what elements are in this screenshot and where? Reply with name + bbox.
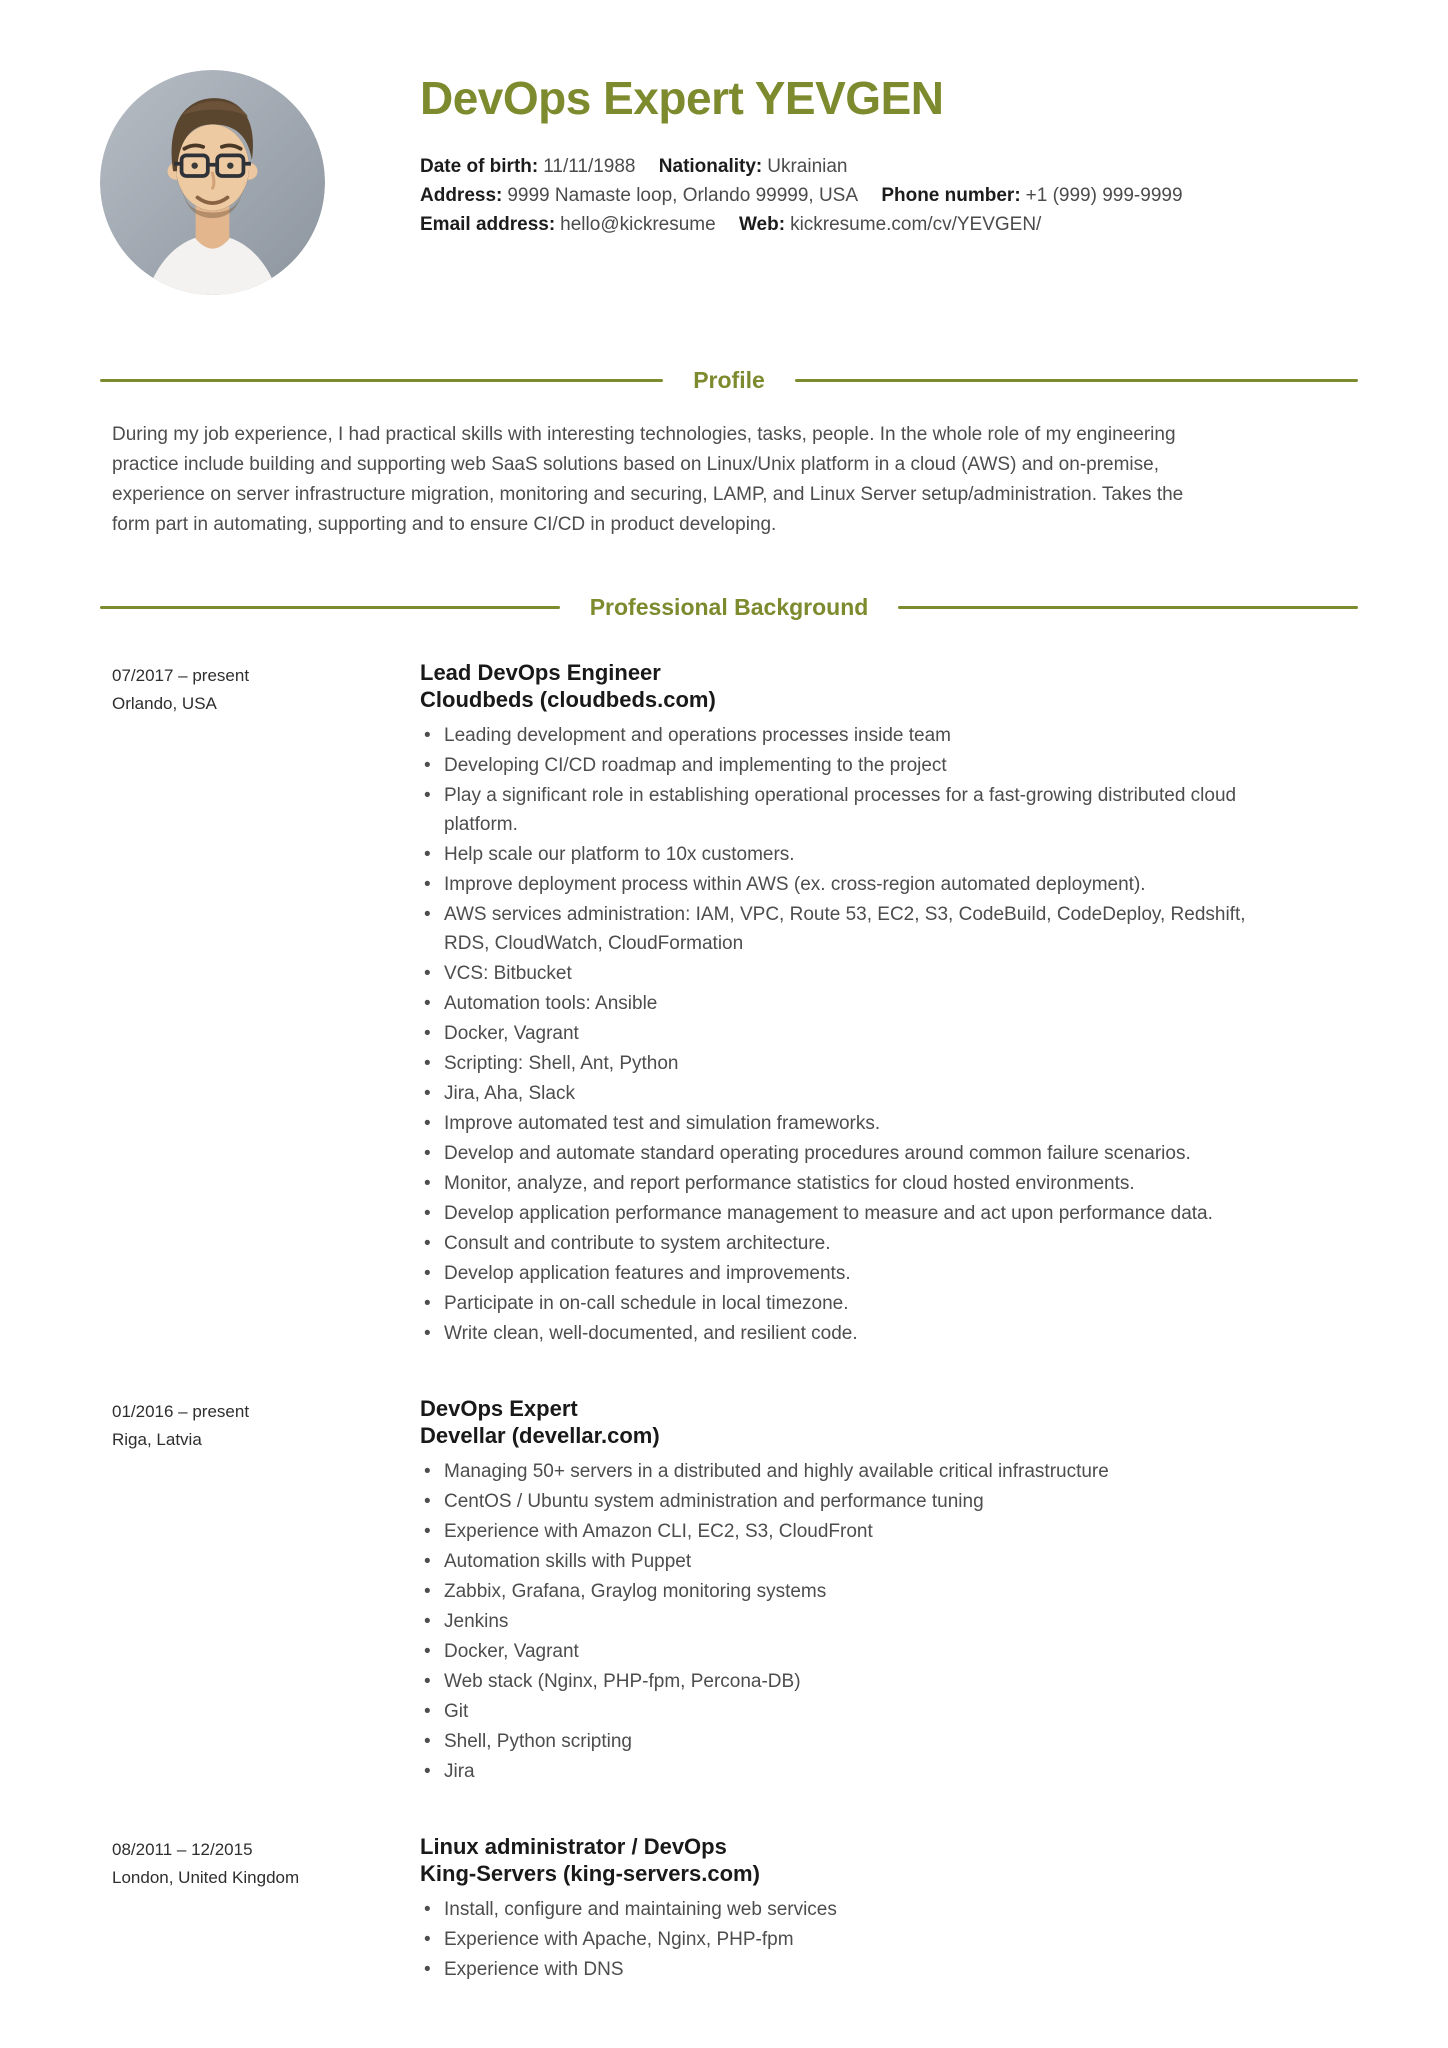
- job-entry-devellar: [112, 1395, 1358, 1787]
- profile-photo: [100, 70, 325, 295]
- profile-section-header: [100, 369, 1358, 392]
- section-rule-right: [898, 606, 1358, 609]
- section-rule-right: [795, 379, 1358, 382]
- email-value: hello@kickresume: [560, 214, 716, 236]
- job-bullet: • Experience with Amazon CLI, EC2, S3, CloudFront: [420, 1517, 1260, 1546]
- dob-value: 11/11/1988: [543, 156, 636, 178]
- job-bullet: • Git: [420, 1697, 1260, 1726]
- experience-section-title: Professional Background: [589, 594, 869, 620]
- job-bullet: • Jira: [420, 1757, 1260, 1786]
- section-rule-left: [100, 379, 663, 382]
- email-label: Email address:: [420, 214, 556, 236]
- phone-label: Phone number:: [881, 185, 1021, 207]
- job-bullet: • Develop and automate standard operating procedures around common failure scenarios.: [420, 1139, 1260, 1168]
- personal-details: [420, 152, 1201, 239]
- candidate-name: DevOps Expert YEVGEN: [420, 72, 944, 124]
- job-location: Orlando, USA: [112, 694, 217, 713]
- profile-photo-icon: [100, 70, 325, 295]
- job-bullet: • Automation skills with Puppet: [420, 1547, 1260, 1576]
- job-body: [420, 659, 1260, 1349]
- job-company: King-Servers (king-servers.com): [420, 1861, 760, 1886]
- job-bullet: • Experience with Apache, Nginx, PHP-fpm: [420, 1925, 1260, 1954]
- job-bullet: • Leading development and operations processes inside team: [420, 721, 1260, 750]
- job-body: [420, 1833, 1260, 1985]
- job-bullet: • CentOS / Ubuntu system administration and performance tuning: [420, 1487, 1260, 1516]
- job-meta: [112, 1395, 420, 1453]
- job-bullet: • Write clean, well-documented, and resilient code.: [420, 1319, 1260, 1348]
- job-bullet-list: [420, 721, 1260, 1348]
- job-bullet: • Jira, Aha, Slack: [420, 1079, 1260, 1108]
- job-bullet: • Help scale our platform to 10x customers.: [420, 840, 1260, 869]
- job-bullet: • Monitor, analyze, and report performance statistics for cloud hosted environments.: [420, 1169, 1260, 1198]
- job-bullet: • Web stack (Nginx, PHP-fpm, Percona-DB): [420, 1667, 1260, 1696]
- job-bullet: • Developing CI/CD roadmap and implementing to the project: [420, 751, 1260, 780]
- detail-line-birth-nationality: [420, 152, 1201, 181]
- job-title: DevOps Expert: [420, 1396, 578, 1421]
- detail-line-email-web: [420, 210, 1201, 239]
- job-bullet: • AWS services administration: IAM, VPC, Route 53, EC2, S3, CodeBuild, CodeDeploy, Redshift, RDS, CloudWatch, CloudFormation: [420, 900, 1260, 958]
- job-bullet: • Install, configure and maintaining web services: [420, 1895, 1260, 1924]
- job-meta: [112, 659, 420, 717]
- job-bullet: • Consult and contribute to system architecture.: [420, 1229, 1260, 1258]
- job-bullet: • Develop application features and improvements.: [420, 1259, 1260, 1288]
- job-list: [112, 659, 1358, 1985]
- job-location: London, United Kingdom: [112, 1868, 300, 1887]
- job-bullet: • Automation tools: Ansible: [420, 989, 1260, 1018]
- job-bullet: • Docker, Vagrant: [420, 1637, 1260, 1666]
- job-body: [420, 1395, 1260, 1787]
- experience-section-header: [100, 596, 1358, 619]
- web-value: kickresume.com/cv/YEVGEN/: [790, 214, 1042, 236]
- job-entry-king-servers: [112, 1833, 1358, 1985]
- job-bullet: • Jenkins: [420, 1607, 1260, 1636]
- job-entry-cloudbeds: [112, 659, 1358, 1349]
- detail-line-address-phone: [420, 181, 1201, 210]
- nationality-label: Nationality:: [658, 156, 763, 178]
- job-bullet: • Develop application performance management to measure and act upon performance data.: [420, 1199, 1260, 1228]
- job-bullet: • Experience with DNS: [420, 1955, 1260, 1984]
- job-bullet-list: [420, 1895, 1260, 1984]
- address-label: Address:: [420, 185, 503, 207]
- job-bullet: • Docker, Vagrant: [420, 1019, 1260, 1048]
- dob-label: Date of birth:: [420, 156, 539, 178]
- job-dates: 08/2011 – 12/2015: [112, 1840, 253, 1859]
- phone-value: +1 (999) 999-9999: [1025, 185, 1183, 207]
- job-company: Cloudbeds (cloudbeds.com): [420, 687, 716, 712]
- section-rule-left: [100, 606, 560, 609]
- header: [0, 0, 1448, 295]
- header-text: [420, 70, 1201, 295]
- job-title: Linux administrator / DevOps: [420, 1834, 727, 1859]
- profile-text: During my job experience, I had practical skills with interesting technologies, tasks, people. In the whole role of my engineering practice include building and supporting web SaaS solutions based on Linux/Unix platform in a cloud (AWS) and on-premise, experience on server infrastructure migration, monitoring and securing, LAMP, and Linux Server setup/administration. Takes the form part in automating, supporting and to ensure CI/CD in product developing.: [112, 424, 1184, 535]
- web-label: Web:: [738, 214, 786, 236]
- job-dates: 07/2017 – present: [112, 666, 250, 685]
- job-bullet: • Zabbix, Grafana, Graylog monitoring systems: [420, 1577, 1260, 1606]
- job-bullet: • Shell, Python scripting: [420, 1727, 1260, 1756]
- job-bullet: • Improve automated test and simulation frameworks.: [420, 1109, 1260, 1138]
- job-bullet: • VCS: Bitbucket: [420, 959, 1260, 988]
- job-bullet: • Improve deployment process within AWS (ex. cross-region automated deployment).: [420, 870, 1260, 899]
- job-location: Riga, Latvia: [112, 1430, 202, 1449]
- job-title: Lead DevOps Engineer: [420, 660, 661, 685]
- job-bullet: • Scripting: Shell, Ant, Python: [420, 1049, 1260, 1078]
- job-bullet: • Managing 50+ servers in a distributed and highly available critical infrastructure: [420, 1457, 1260, 1486]
- address-value: 9999 Namaste loop, Orlando 99999, USA: [507, 185, 859, 207]
- nationality-value: Ukrainian: [767, 156, 848, 178]
- job-dates: 01/2016 – present: [112, 1402, 250, 1421]
- job-meta: [112, 1833, 420, 1891]
- job-bullet-list: [420, 1457, 1260, 1786]
- profile-section-title: Profile: [693, 367, 765, 393]
- job-bullet: • Play a significant role in establishing operational processes for a fast-growing distributed cloud platform.: [420, 781, 1260, 839]
- job-bullet: • Participate in on-call schedule in local timezone.: [420, 1289, 1260, 1318]
- job-company: Devellar (devellar.com): [420, 1423, 660, 1448]
